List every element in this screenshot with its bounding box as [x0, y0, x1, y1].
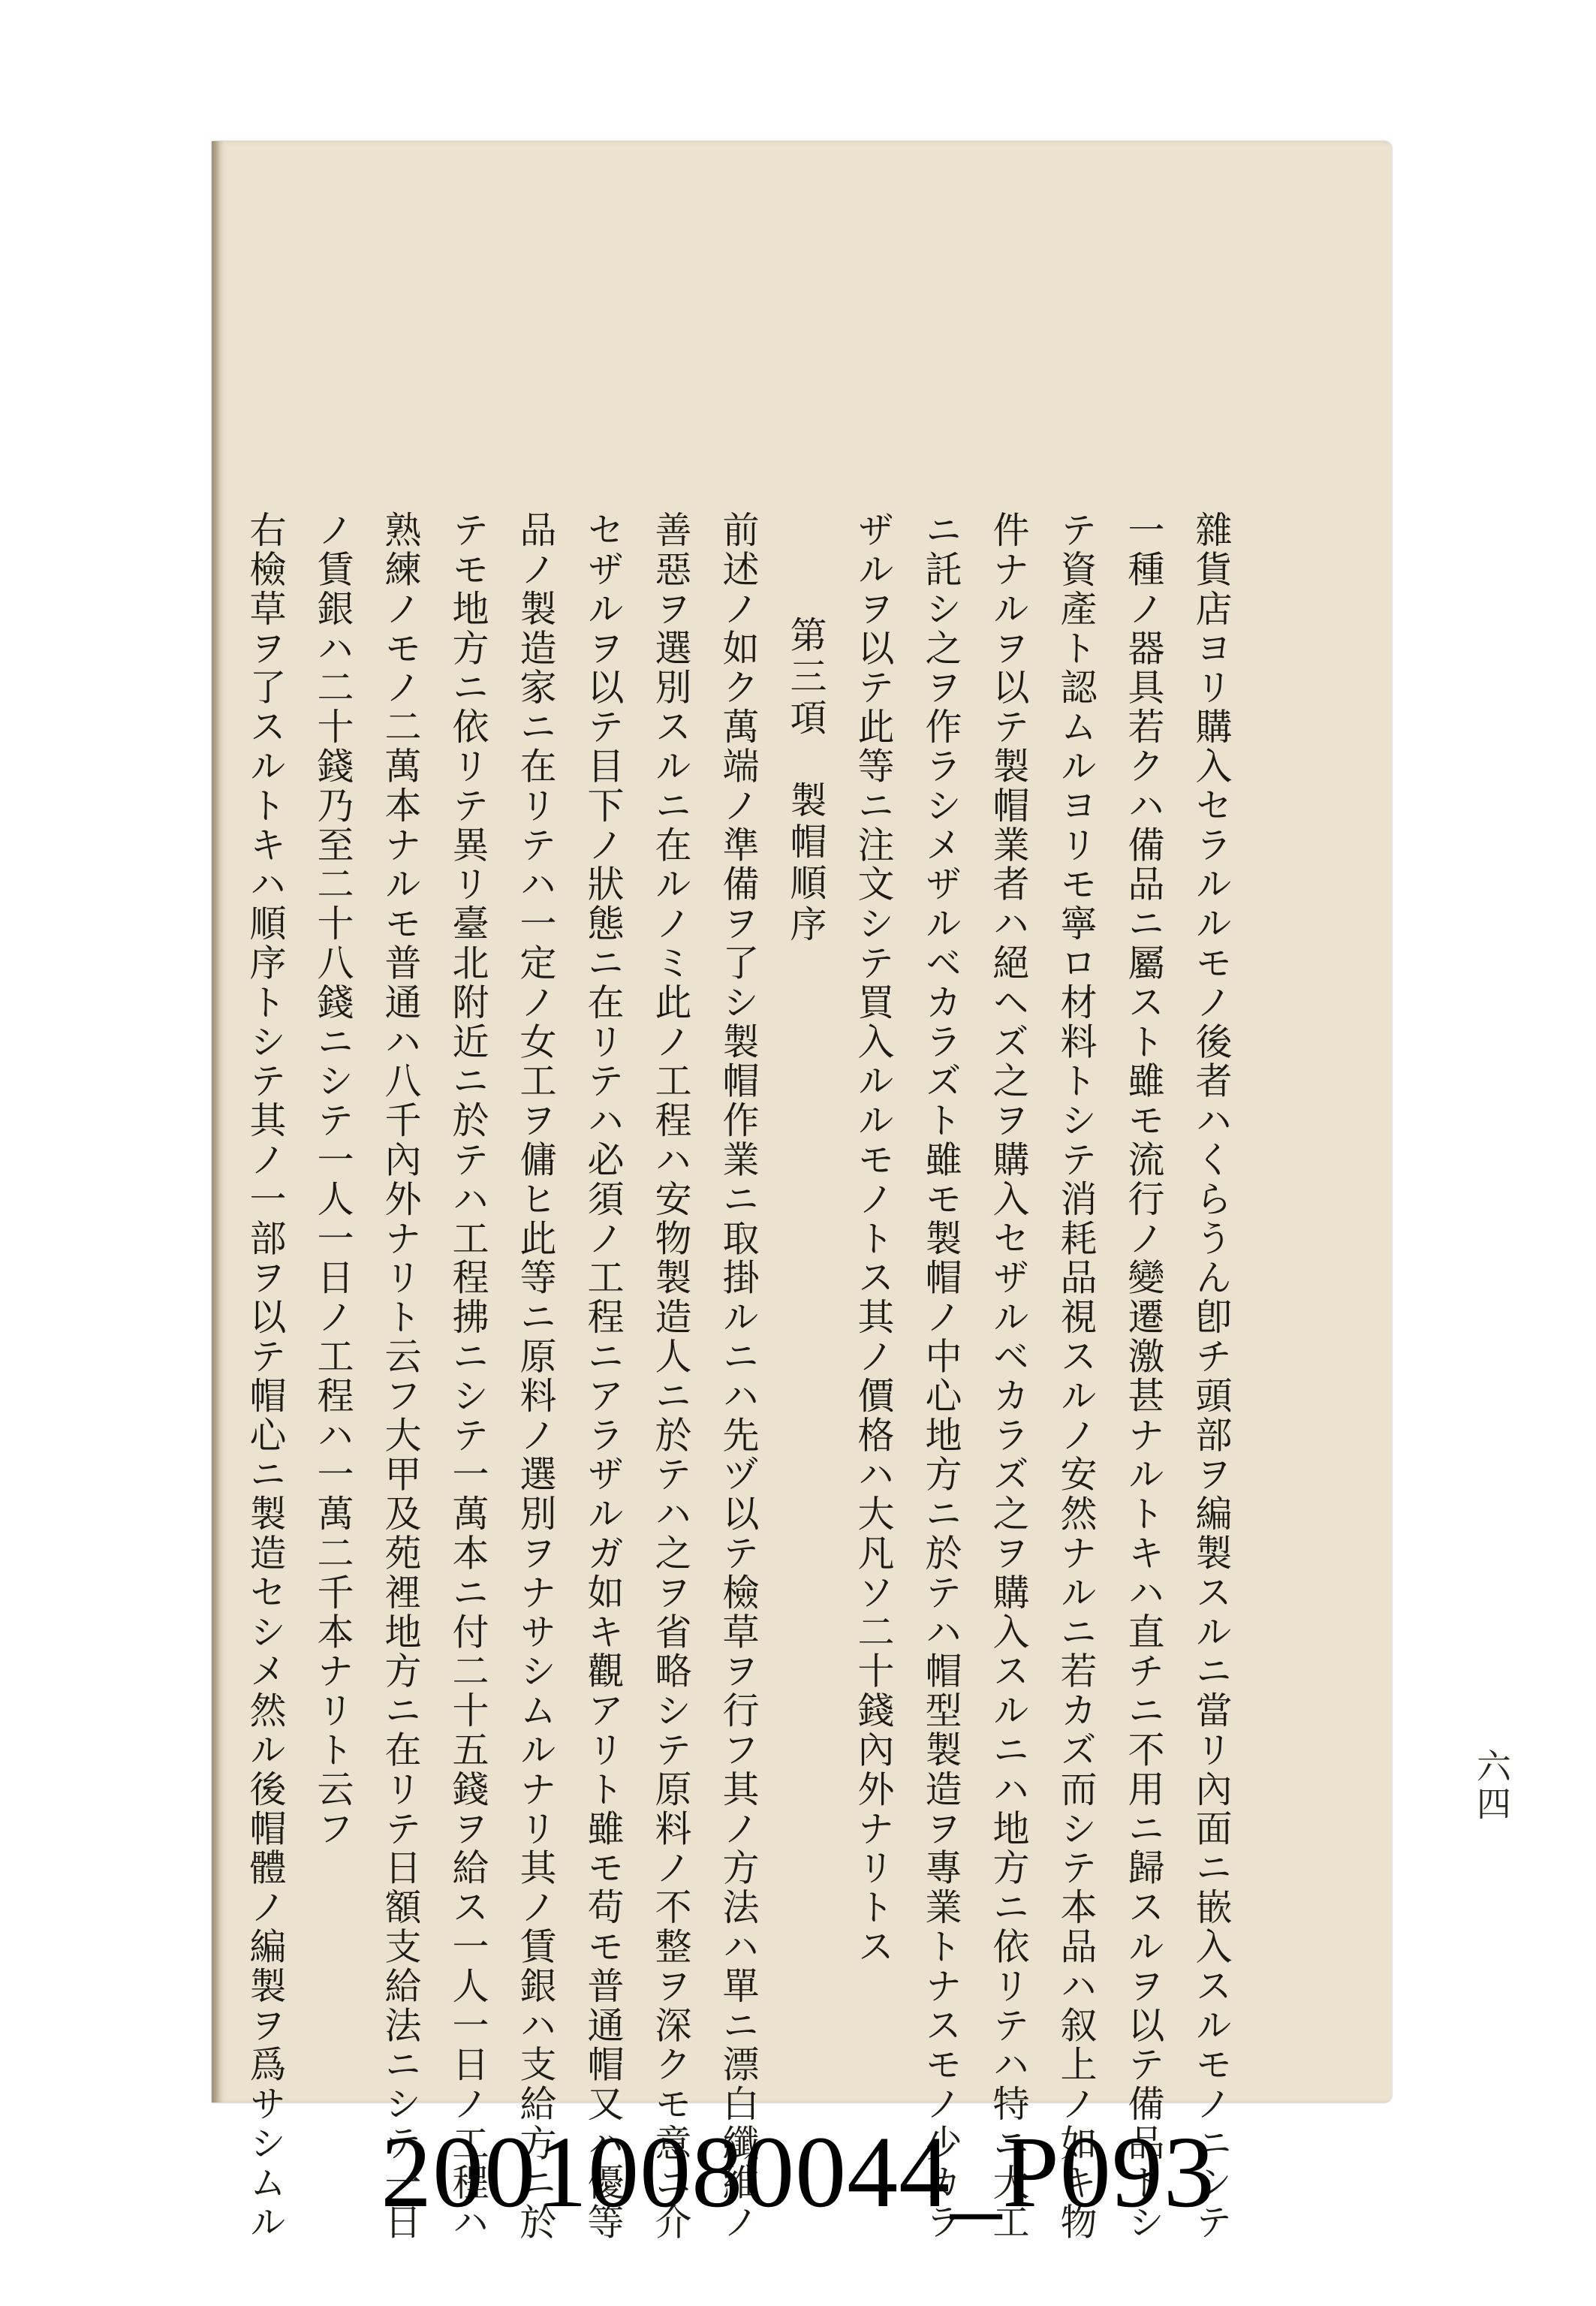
text-line: 右檢草ヲ了スルトキハ順序トシテ其ノ一部ヲ以テ帽心ニ製造セシメ然ル後帽體ノ編製ヲ爲サシムル [244, 511, 287, 2242]
text-line: 前述ノ如ク萬端ノ準備ヲ了シ製帽作業ニ取掛ルニハ先ヅ以テ檢草ヲ行フ其ノ方法ハ單ニ漂白纖維ノ [717, 511, 760, 2242]
text-line: 品ノ製造家ニ在リテハ一定ノ女工ヲ傭ヒ此等ニ原料ノ選別ヲナサシムルナリ其ノ賃銀ハ支給方ニ於 [514, 511, 557, 2242]
text-line: テモ地方ニ依リテ異リ臺北附近ニ於テハ工程拂ニシテ一萬本ニ付二十五錢ヲ給ス一人一日ノ工程ハ [447, 511, 489, 2242]
text-line: セザルヲ以テ目下ノ狀態ニ在リテハ必須ノ工程ニアラザルガ如キ觀アリト雖モ苟モ普通帽又ハ優等 [582, 511, 625, 2242]
text-line: ザルヲ以テ此等ニ注文シテ買入ルルモノトス其ノ價格ハ大凡ソ二十錢內外ナリトス [852, 511, 895, 1967]
text-line: 件ナルヲ以テ製帽業者ハ絕ヘズ之ヲ購入セザルベカラズ之ヲ購入スルニハ地方ニ依リテハ特ニ大工 [987, 511, 1030, 2242]
image-id-caption: 20010080044_P093 [381, 2116, 1215, 2229]
text-line: 善惡ヲ選別スルニ在ルノミ此ノ工程ハ安物製造人ニ於テハ之ヲ省略シテ原料ノ不整ヲ深クモ意ニ介 [649, 511, 692, 2242]
page-number: 六四 [1471, 1748, 1512, 1823]
text-line: 熟練ノモノ二萬本ナルモ普通ハ八千內外ナリト云フ大甲及苑裡地方ニ在リテ日額支給法ニシテ一日 [379, 511, 422, 2242]
section-heading: 第三項 製帽順序 [784, 616, 827, 946]
text-line: 雜貨店ヨリ購入セラルルモノ後者ハくらうん卽チ頭部ヲ編製スルニ當リ內面ニ嵌入スルモノニシテ [1190, 511, 1233, 2242]
text-line: 一種ノ器具若クハ備品ニ屬スト雖モ流行ノ變遷激甚ナルトキハ直チニ不用ニ歸スルヲ以テ備品トシ [1122, 511, 1165, 2242]
text-line: ノ賃銀ハ二十錢乃至二十八錢ニシテ一人一日ノ工程ハ一萬二千本ナリト云フ [312, 511, 354, 1849]
text-line: テ資產ト認ムルヨリモ寧ロ材料トシテ消耗品視スルノ安然ナルニ若カズ而シテ本品ハ叙上ノ如キ物 [1055, 511, 1098, 2242]
text-line: ニ託シ之ヲ作ラシメザルベカラズト雖モ製帽ノ中心地方ニ於テハ帽型製造ヲ專業トナスモノ少カラ [920, 511, 962, 2242]
